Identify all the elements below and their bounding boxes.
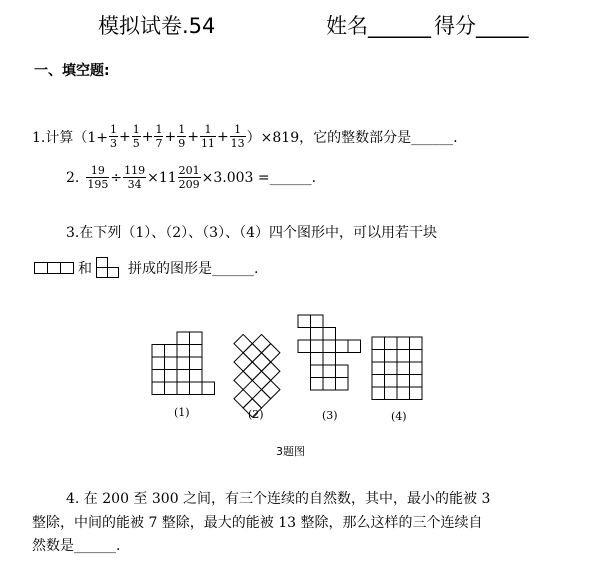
- q3-line-2-end: 拼成的图形是______.: [128, 261, 259, 277]
- question-4-line-2: 整除，中间的能被 7 整除，最大的能被 13 整除，那么这样的三个连续自: [32, 515, 483, 531]
- q2-fraction-3: $\frac{201}{209}$: [178, 164, 200, 191]
- q1-fraction: $\frac{1}{11}$: [200, 123, 215, 150]
- page-title: 模拟试卷.54: [98, 14, 216, 38]
- section-title: 一、填空题:: [34, 63, 110, 79]
- q1-suffix: ）×819，它的整数部分是______.: [246, 129, 458, 146]
- q1-fraction: $\frac{1}{9}$: [178, 123, 186, 150]
- figure-label-3: (3): [322, 409, 338, 422]
- name-label: 姓名______: [326, 14, 431, 38]
- q1-prefix: 1.计算（1+: [32, 129, 108, 146]
- question-4-line-1: 4. 在 200 至 300 之间，有三个连续的自然数，其中，最小的能被 3: [66, 491, 491, 507]
- figure-label-2: (2): [248, 408, 264, 421]
- figure-label-4: (4): [391, 410, 407, 423]
- question-3-line-1: 3.在下列（1）、（2）、（3）、（4）四个图形中，可以用若干块: [66, 225, 437, 241]
- q3-and: 和: [78, 261, 92, 277]
- q2-tail: ×3.003 =______.: [201, 169, 317, 186]
- figure-3: [298, 315, 361, 390]
- q2-fraction-2: $\frac{119}{34}$: [124, 164, 146, 191]
- q1-fraction: $\frac{1}{3}$: [110, 123, 117, 150]
- figure-caption: 3题图: [276, 445, 305, 458]
- question-2: 2. $\frac{19}{195}$ ÷ $\frac{119}{34}$ ×11 $\frac{201}{209}$ ×3.003 =______.: [66, 164, 317, 191]
- q1-fraction: $\frac{1}{7}$: [155, 123, 163, 150]
- question-4-line-3: 然数是______.: [32, 538, 121, 554]
- figure-2: [206, 325, 298, 417]
- q2-fraction-1: $\frac{19}{195}$: [87, 164, 109, 191]
- q1-fraction: $\frac{1}{5}$: [132, 123, 140, 150]
- question-1: 1.计算（1+ $\frac{1}{3}$ + $\frac{1}{5}$ + $\frac{1}{7}$ + $\frac{1}{9}$ + $\frac{1}{11}$ + $\frac{1}{13}$ ）×819，它的整数部分是______.: [32, 123, 458, 150]
- figure-4: [372, 337, 422, 400]
- figure-1: [152, 332, 215, 395]
- q2-number: 2.: [66, 169, 80, 186]
- figure-label-1: (1): [174, 406, 190, 419]
- score-label: 得分_____: [434, 14, 529, 38]
- q1-fraction: $\frac{1}{13}$: [230, 123, 245, 150]
